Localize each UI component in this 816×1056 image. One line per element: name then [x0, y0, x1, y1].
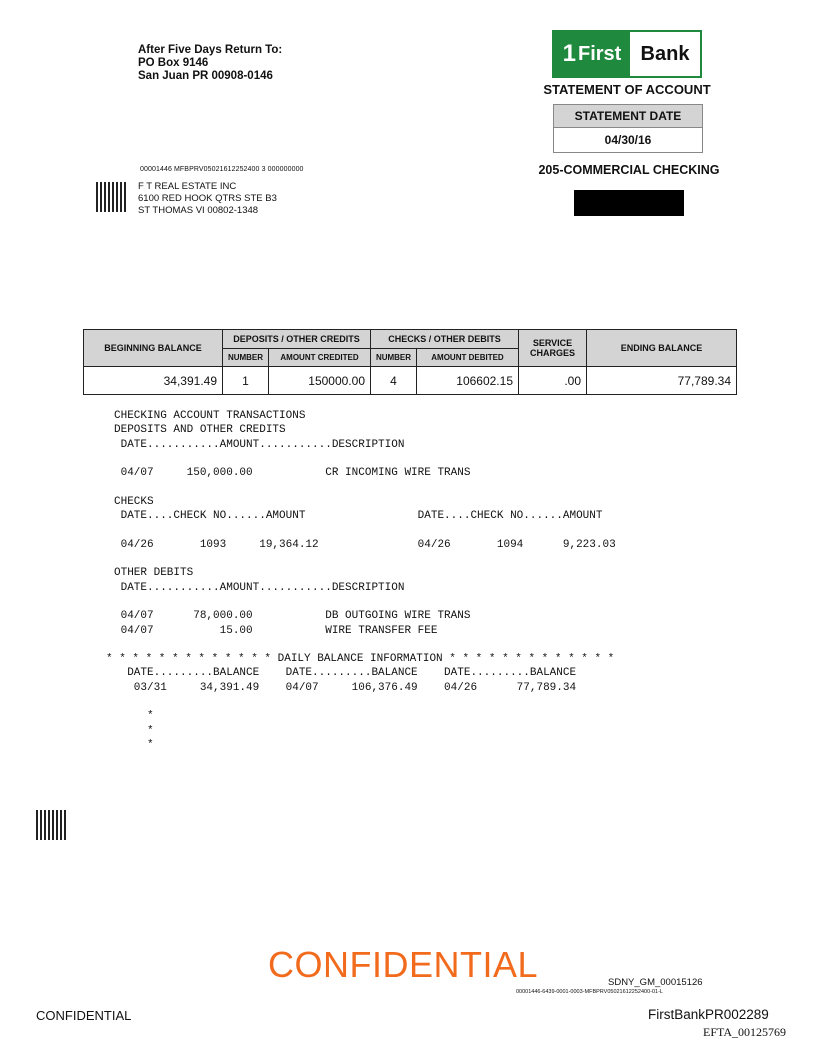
transaction-line: * [114, 710, 154, 723]
account-type: 205-COMMERCIAL CHECKING [538, 163, 720, 177]
statement-title: STATEMENT OF ACCOUNT [543, 82, 711, 97]
header-deposits: DEPOSITS / OTHER CREDITS [223, 330, 371, 349]
transaction-line: CHECKS [114, 495, 154, 508]
header-ending-balance: ENDING BALANCE [587, 330, 737, 367]
return-line-1: After Five Days Return To: [138, 44, 283, 56]
addressee-street: 6100 RED HOOK QTRS STE B3 [138, 193, 277, 204]
header-deposits-number: NUMBER [223, 348, 269, 367]
transaction-line: * * * * * * * * * * * * * DAILY BALANCE INFORMATION * * * * * * * * * * * * * [106, 653, 615, 666]
transaction-line: 04/07 15.00 WIRE TRANSFER FEE [114, 624, 438, 637]
document-code: 00001446-6439-0001-0003-MFBPRV05021612252400-01-L [516, 989, 663, 995]
header-amount-credited: AMOUNT CREDITED [269, 348, 371, 367]
logo-first: First [578, 42, 622, 65]
transaction-line: * [114, 724, 154, 737]
value-beginning-balance: 34,391.49 [84, 367, 223, 395]
header-beginning-balance: BEGINNING BALANCE [84, 330, 223, 367]
return-address [138, 44, 282, 83]
header-service-charges: SERVICE CHARGES [519, 330, 587, 367]
statement-date-label: STATEMENT DATE [554, 105, 702, 128]
header-checks-number: NUMBER [371, 348, 417, 367]
bates-number: SDNY_GM_00015126 [608, 977, 703, 988]
transaction-line: 03/31 34,391.49 04/07 106,376.49 04/26 77,789.34 [114, 681, 577, 694]
transaction-line: * [114, 738, 154, 751]
firstbank-logo [552, 30, 702, 78]
efta-number: EFTA_00125769 [703, 1025, 787, 1039]
barcode-icon [96, 182, 126, 212]
transaction-line: OTHER DEBITS [114, 567, 194, 580]
confidential-label: CONFIDENTIAL [36, 1008, 132, 1023]
addressee [138, 181, 277, 217]
confidential-stamp: CONFIDENTIAL [268, 944, 539, 985]
transaction-line: DEPOSITS AND OTHER CREDITS [114, 424, 286, 437]
addressee-name: F T REAL ESTATE INC [138, 181, 237, 192]
value-deposits-number: 1 [223, 367, 269, 395]
transaction-line: CHECKING ACCOUNT TRANSACTIONS [114, 410, 306, 422]
value-service-charges: .00 [519, 367, 587, 395]
redaction-box [574, 190, 684, 216]
transaction-line: 04/07 150,000.00 CR INCOMING WIRE TRANS [114, 467, 471, 480]
transaction-line: 04/07 78,000.00 DB OUTGOING WIRE TRANS [114, 610, 471, 623]
header-amount-debited: AMOUNT DEBITED [417, 348, 519, 367]
balance-summary-table [83, 329, 737, 395]
return-line-2: PO Box 9146 [138, 57, 209, 69]
transaction-line: DATE.........BALANCE DATE.........BALANCE DATE.........BALANCE [114, 667, 577, 680]
logo-one: 1 [562, 40, 576, 67]
logo-bank: Bank [630, 32, 700, 76]
value-amount-credited: 150000.00 [269, 367, 371, 395]
mail-code: 00001446 MFBPRV05021612252400 3 000000000 [140, 166, 304, 173]
return-line-3: San Juan PR 00908-0146 [138, 70, 273, 82]
value-checks-number: 4 [371, 367, 417, 395]
transaction-line: 04/26 1093 19,364.12 04/26 1094 9,223.03 [114, 538, 616, 551]
value-ending-balance: 77,789.34 [587, 367, 737, 395]
barcode-icon [36, 810, 66, 840]
addressee-city: ST THOMAS VI 00802-1348 [138, 205, 259, 216]
statement-date-box [553, 104, 703, 153]
statement-date-value: 04/30/16 [604, 133, 652, 147]
transaction-line: DATE...........AMOUNT...........DESCRIPTION [114, 438, 405, 451]
bank-document-number: FirstBankPR002289 [648, 1007, 769, 1022]
value-amount-debited: 106602.15 [417, 367, 519, 395]
header-checks: CHECKS / OTHER DEBITS [371, 330, 519, 349]
transaction-line: DATE...........AMOUNT...........DESCRIPTION [114, 581, 405, 594]
transaction-line: DATE....CHECK NO......AMOUNT DATE....CHECK NO......AMOUNT [114, 510, 603, 523]
